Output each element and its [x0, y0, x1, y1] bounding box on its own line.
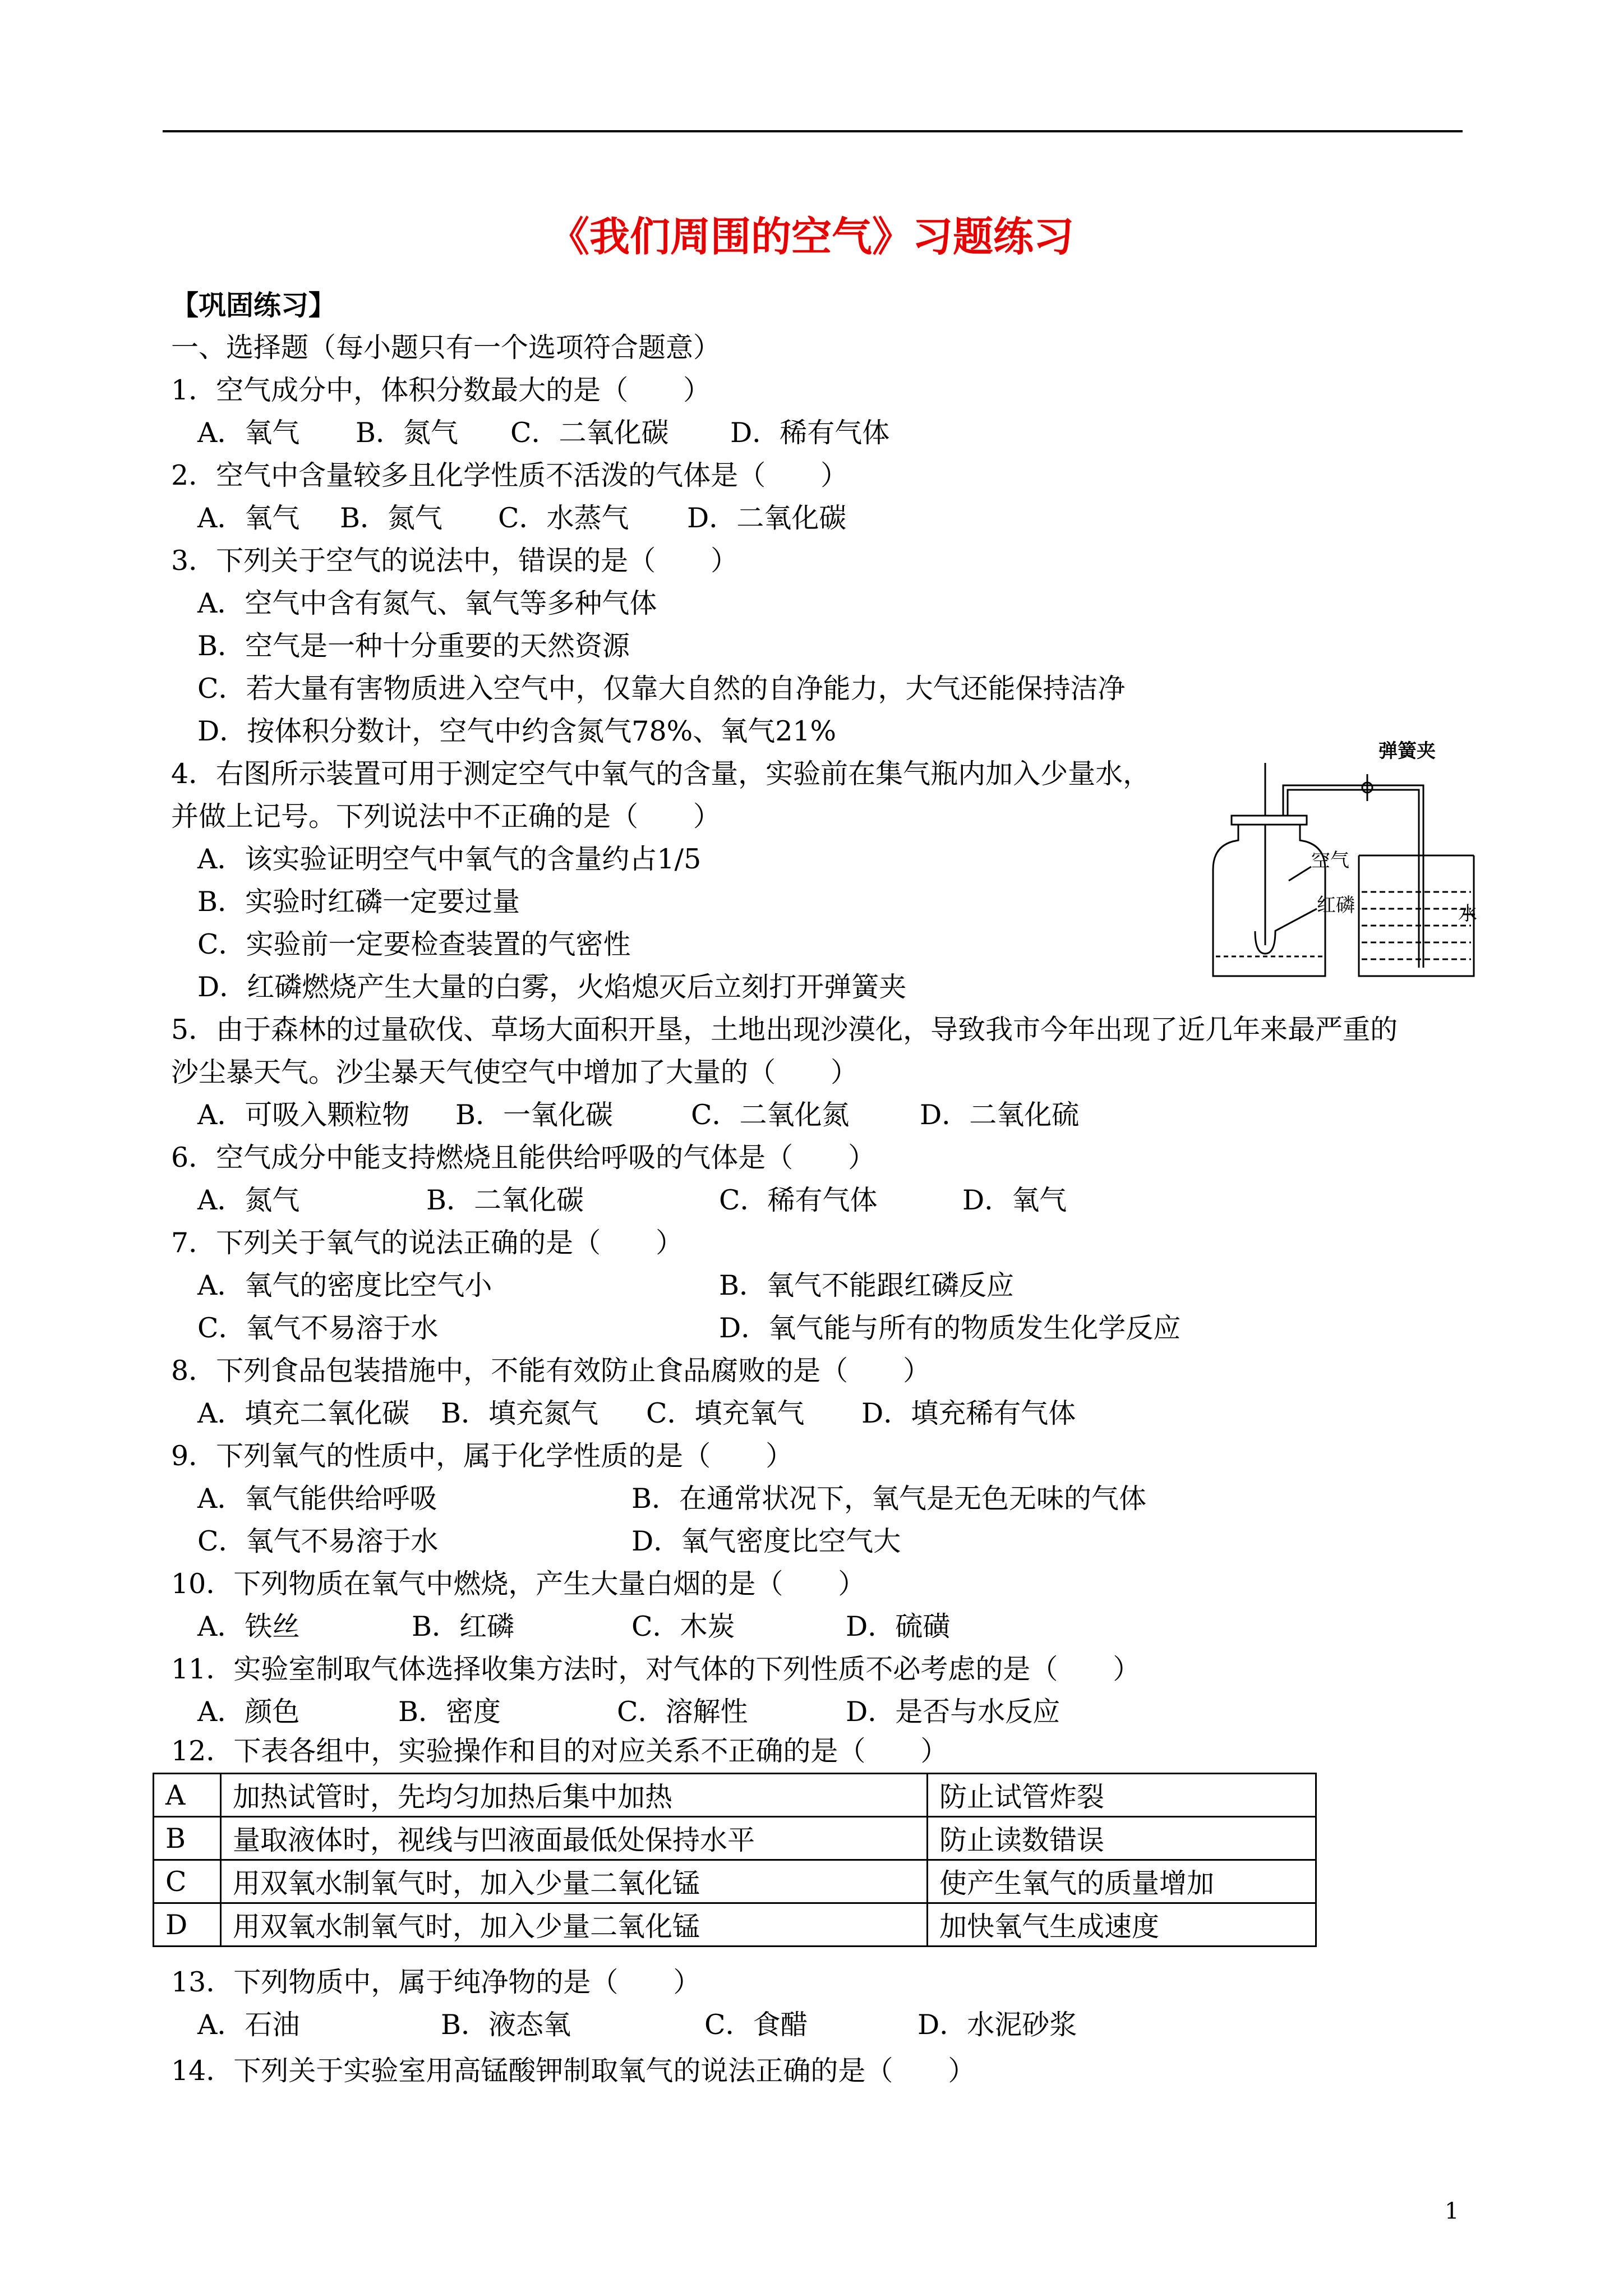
q4-option-a: A．该实验证明空气中氧气的含量约占1/5	[197, 843, 702, 875]
part-heading: 一、选择题（每小题只有一个选项符合题意）	[171, 332, 721, 364]
question-14-stem: 14．下列关于实验室用高锰酸钾制取氧气的说法正确的是（ ）	[171, 2055, 976, 2087]
table-cell-key: C	[154, 1860, 221, 1903]
q3-option-d: D．按体积分数计，空气中约含氮气78%、氧气21%	[197, 715, 837, 747]
q2-option-b: B．氮气	[340, 502, 443, 534]
table-cell-operation: 量取液体时，视线与凹液面最低处保持水平	[221, 1817, 928, 1860]
q8-option-b: B．填充氮气	[441, 1397, 599, 1429]
q13-option-b: B．液态氧	[441, 2009, 571, 2041]
table-cell-purpose: 防止读数错误	[928, 1817, 1316, 1860]
q4-option-b: B．实验时红磷一定要过量	[197, 886, 520, 918]
question-5-stem-line2: 沙尘暴天气。沙尘暴天气使空气中增加了大量的（ ）	[171, 1056, 859, 1088]
q3-option-b: B．空气是一种十分重要的天然资源	[197, 630, 630, 662]
q6-option-c: C．稀有气体	[719, 1184, 878, 1216]
q13-option-d: D．水泥砂浆	[917, 2009, 1077, 2041]
table-row	[154, 1903, 1316, 1947]
q2-option-d: D．二氧化碳	[687, 502, 847, 534]
table-cell-operation: 用双氧水制氧气时，加入少量二氧化锰	[221, 1860, 928, 1903]
q8-option-a: A．填充二氧化碳	[197, 1397, 410, 1429]
table-cell-operation: 用双氧水制氧气时，加入少量二氧化锰	[221, 1903, 928, 1947]
question-9-stem: 9．下列氧气的性质中，属于化学性质的是（ ）	[171, 1440, 794, 1472]
table-row	[154, 1860, 1316, 1903]
table-cell-operation: 加热试管时，先均匀加热后集中加热	[221, 1774, 928, 1817]
figure-label-phosphorus: 红磷	[1317, 894, 1355, 917]
question-12-stem: 12．下表各组中，实验操作和目的对应关系不正确的是（ ）	[171, 1735, 948, 1767]
q3-option-c: C．若大量有害物质进入空气中，仅靠大自然的自净能力，大气还能保持洁净	[197, 673, 1126, 705]
q1-option-a: A．氧气	[197, 417, 300, 449]
figure-label-clip: 弹簧夹	[1378, 740, 1436, 762]
figure-label-water: 水	[1458, 903, 1477, 925]
q7-option-b: B．氧气不能跟红磷反应	[719, 1269, 1015, 1301]
q1-option-b: B．氮气	[356, 417, 459, 449]
q4-option-c: C．实验前一定要检查装置的气密性	[197, 928, 631, 960]
q8-option-c: C．填充氧气	[646, 1397, 805, 1429]
q10-option-a: A．铁丝	[197, 1611, 300, 1642]
section-heading: 【巩固练习】	[171, 289, 336, 321]
q3-option-a: A．空气中含有氮气、氧气等多种气体	[197, 587, 657, 619]
q13-option-a: A．石油	[197, 2009, 300, 2041]
table-cell-purpose: 使产生氧气的质量增加	[928, 1860, 1316, 1903]
q6-option-a: A．氮气	[197, 1184, 300, 1216]
q10-option-c: C．木炭	[631, 1611, 735, 1642]
question-11-stem: 11．实验室制取气体选择收集方法时，对气体的下列性质不必考虑的是（ ）	[171, 1653, 1141, 1685]
q2-option-a: A．氧气	[197, 502, 300, 534]
question-5-stem-line1: 5．由于森林的过量砍伐、草场大面积开垦，土地出现沙漠化，导致我市今年出现了近几年来最严重的	[171, 1014, 1398, 1046]
q11-option-b: B．密度	[398, 1696, 501, 1728]
question-6-stem: 6．空气成分中能支持燃烧且能供给呼吸的气体是（ ）	[171, 1142, 876, 1174]
q1-option-d: D．稀有气体	[730, 417, 890, 449]
header-rule	[163, 130, 1463, 132]
question-4-stem-line2: 并做上记号。下列说法中不正确的是（ ）	[171, 800, 721, 832]
q9-option-d: D．氧气密度比空气大	[631, 1525, 901, 1557]
q12-table	[153, 1773, 1317, 1947]
q5-option-a: A．可吸入颗粒物	[197, 1099, 410, 1131]
table-row	[154, 1817, 1316, 1860]
q8-option-d: D．填充稀有气体	[861, 1397, 1076, 1429]
q13-option-c: C．食醋	[704, 2009, 808, 2041]
q5-option-b: B．一氧化碳	[455, 1099, 614, 1131]
q11-option-d: D．是否与水反应	[846, 1696, 1061, 1728]
q11-option-a: A．颜色	[197, 1696, 300, 1728]
q7-option-a: A．氧气的密度比空气小	[197, 1269, 492, 1301]
table-cell-purpose: 防止试管炸裂	[928, 1774, 1316, 1817]
q7-option-d: D．氧气能与所有的物质发生化学反应	[719, 1312, 1181, 1344]
oxygen-apparatus-figure	[1199, 740, 1479, 987]
q9-option-a: A．氧气能供给呼吸	[197, 1483, 437, 1515]
q6-option-b: B．二氧化碳	[426, 1184, 584, 1216]
question-1-stem: 1．空气成分中，体积分数最大的是（ ）	[171, 374, 711, 406]
question-2-stem: 2．空气中含量较多且化学性质不活泼的气体是（ ）	[171, 459, 849, 491]
q11-option-c: C．溶解性	[617, 1696, 748, 1728]
page-number: 1	[1445, 2198, 1459, 2224]
table-cell-key: B	[154, 1817, 221, 1860]
question-8-stem: 8．下列食品包装措施中，不能有效防止食品腐败的是（ ）	[171, 1355, 931, 1387]
q5-option-d: D．二氧化硫	[920, 1099, 1080, 1131]
question-4-stem-line1: 4．右图所示装置可用于测定空气中氧气的含量，实验前在集气瓶内加入少量水，	[171, 758, 1151, 790]
question-7-stem: 7．下列关于氧气的说法正确的是（ ）	[171, 1227, 684, 1259]
q10-option-b: B．红磷	[412, 1611, 515, 1642]
question-13-stem: 13．下列物质中，属于纯净物的是（ ）	[171, 1966, 701, 1998]
q6-option-d: D．氧气	[962, 1184, 1067, 1216]
question-10-stem: 10．下列物质在氧气中燃烧，产生大量白烟的是（ ）	[171, 1568, 866, 1600]
q9-option-b: B．在通常状况下，氧气是无色无味的气体	[631, 1483, 1147, 1515]
q10-option-d: D．硫磺	[846, 1611, 951, 1642]
question-3-stem: 3．下列关于空气的说法中，错误的是（ ）	[171, 545, 739, 577]
q7-option-c: C．氧气不易溶于水	[197, 1312, 439, 1344]
q4-option-d: D．红磷燃烧产生大量的白雾，火焰熄灭后立刻打开弹簧夹	[197, 971, 907, 1003]
table-cell-key: D	[154, 1903, 221, 1947]
table-cell-key: A	[154, 1774, 221, 1817]
table-cell-purpose: 加快氧气生成速度	[928, 1903, 1316, 1947]
q1-option-c: C．二氧化碳	[510, 417, 669, 449]
page-title: 《我们周围的空气》习题练习	[548, 213, 1074, 260]
table-row	[154, 1774, 1316, 1817]
q5-option-c: C．二氧化氮	[691, 1099, 850, 1131]
q2-option-c: C．水蒸气	[498, 502, 629, 534]
q9-option-c: C．氧气不易溶于水	[197, 1525, 439, 1557]
figure-label-air: 空气	[1311, 849, 1349, 872]
